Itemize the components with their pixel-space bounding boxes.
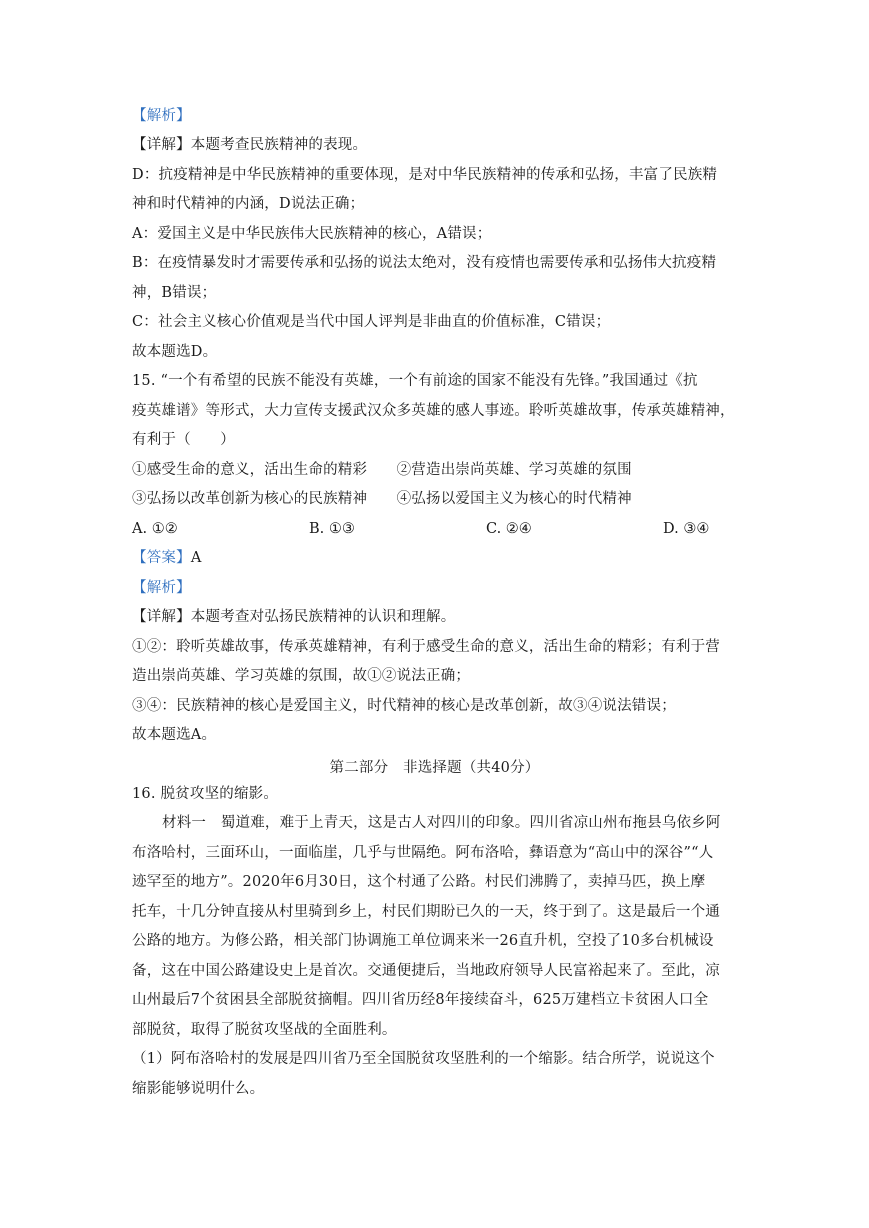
- analysis-tag: 【解析】: [132, 108, 191, 124]
- question-16-title: 16. 脱贫攻坚的缩影。: [132, 786, 279, 802]
- explanation-line: A：爱国主义是中华民族伟大民族精神的核心，A错误；: [132, 226, 492, 242]
- material-line: 山州最后7个贫困县全部脱贫摘帽。四川省历经8年接续奋斗，625万建档立卡贫困人口全: [132, 992, 709, 1008]
- detail-line: 【详解】本题考查对弘扬民族精神的认识和理解。: [132, 609, 456, 625]
- sub-question-1: 缩影能够说明什么。: [132, 1081, 265, 1097]
- detail-line: 【详解】本题考查民族精神的表现。: [132, 137, 368, 153]
- option-b: B. ①③: [309, 521, 355, 537]
- answer-line: [132, 548, 742, 568]
- explanation-line: 造出崇尚英雄、学习英雄的氛围，故①②说法正确；: [132, 668, 471, 684]
- explanation-line: ①②：聆听英雄故事，传承英雄精神，有利于感受生命的意义，活出生命的精彩；有利于营: [132, 639, 720, 655]
- explanation-line: B：在疫情暴发时才需要传承和弘扬的说法太绝对，没有疫情也需要传承和弘扬伟大抗疫精: [132, 255, 717, 271]
- analysis-tag: 【解析】: [132, 580, 191, 596]
- option-a: A. ①②: [132, 521, 178, 537]
- material-line: 公路的地方。为修公路，相关部门协调施工单位调来米一26直升机，空投了10多台机械设: [132, 933, 714, 949]
- section-title: 第二部分 非选择题（共40分）: [329, 760, 540, 776]
- question-15-stem: 疫英雄谱》等形式，大力宣传支援武汉众多英雄的感人事迹。聆听英雄故事，传承英雄精神，: [132, 403, 735, 419]
- explanation-line: 神，B错误；: [132, 285, 217, 301]
- material-line: 迹罕至的地方”。2020年6月30日，这个村通了公路。村民们沸腾了，卖掉马匹，换上摩: [132, 874, 706, 890]
- statement-line: ①感受生命的意义，活出生命的精彩 ②营造出崇尚英雄、学习英雄的氛围: [132, 462, 632, 478]
- material-line: 材料一 蜀道难，难于上青天，这是古人对四川的印象。四川省凉山州布拖县乌依乡阿: [162, 815, 721, 831]
- answer-tag: 【答案】: [132, 550, 191, 566]
- material-line: 布洛哈村，三面环山，一面临崖，几乎与世隔绝。阿布洛哈，彝语意为“高山中的深谷”“人: [132, 845, 714, 861]
- option-c: C. ②④: [486, 521, 532, 537]
- sub-question-1: （1）阿布洛哈村的发展是四川省乃至全国脱贫攻坚胜利的一个缩影。结合所学，说说这个: [132, 1051, 715, 1067]
- explanation-line: 神和时代精神的内涵，D说法正确；: [132, 196, 365, 212]
- material-line: 备，这在中国公路建设史上是首次。交通便捷后，当地政府领导人民富裕起来了。至此，凉: [132, 963, 720, 979]
- question-15-stem: 15. “一个有希望的民族不能没有英雄，一个有前途的国家不能没有先锋。”我国通过《抗: [132, 373, 698, 389]
- question-15-stem: 有利于（ ）: [132, 432, 235, 448]
- explanation-line: D：抗疫精神是中华民族精神的重要体现，是对中华民族精神的传承和弘扬，丰富了民族精: [132, 167, 718, 183]
- explanation-line: C：社会主义核心价值观是当代中国人评判是非曲直的价值标准，C错误；: [132, 314, 611, 330]
- material-line: 部脱贫，取得了脱贫攻坚战的全面胜利。: [132, 1022, 397, 1038]
- material-line: 托车，十几分钟直接从村里骑到乡上，村民们期盼已久的一天，终于到了。这是最后一个通: [132, 904, 720, 920]
- conclusion-line: 故本题选D。: [132, 344, 218, 360]
- explanation-line: ③④：民族精神的核心是爱国主义，时代精神的核心是改革创新，故③④说法错误；: [132, 698, 676, 714]
- statement-line: ③弘扬以改革创新为核心的民族精神 ④弘扬以爱国主义为核心的时代精神: [132, 491, 632, 507]
- conclusion-line: 故本题选A。: [132, 727, 217, 743]
- answer-value: A: [190, 550, 202, 566]
- option-d: D. ③④: [663, 521, 710, 537]
